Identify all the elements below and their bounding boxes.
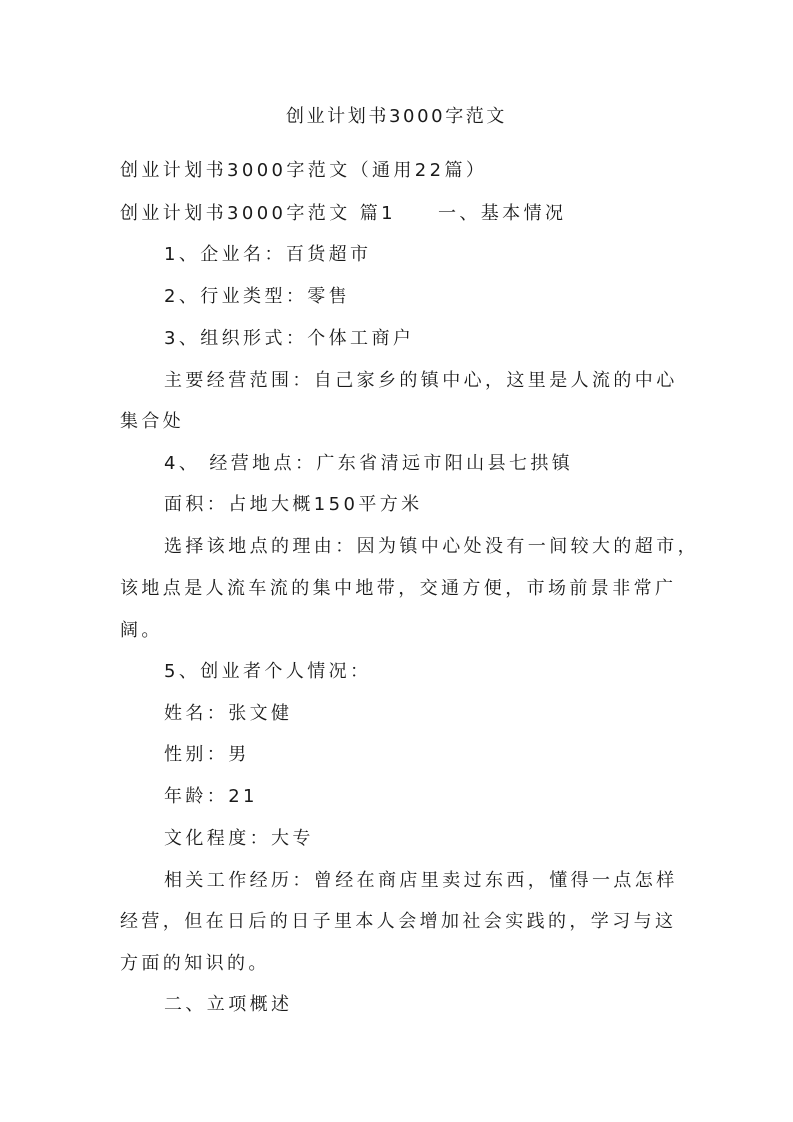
document-subtitle: 创业计划书3000字范文（通用22篇） [120,160,488,181]
page-title: 创业计划书3000字范文 [285,106,507,127]
item-company-name: 1、企业名：百货超市 [164,244,372,265]
founder-name: 姓名：张文健 [164,703,293,724]
item-org-form: 3、组织形式：个体工商户 [164,328,415,349]
founder-heading: 5、创业者个人情况： [164,661,372,682]
experience-paragraph-line-3: 方面的知识的。 [120,953,270,974]
founder-age: 年龄：21 [164,786,258,807]
founder-education: 文化程度：大专 [164,828,314,849]
experience-paragraph-line-2: 经营，但在日后的日子里本人会增加社会实践的，学习与这 [120,911,677,932]
item-location: 4、 经营地点：广东省清远市阳山县七拱镇 [164,453,574,474]
reason-paragraph-line-2: 该地点是人流车流的集中地带，交通方便，市场前景非常广 [120,578,677,599]
article-heading [120,202,566,226]
article-label: 创业计划书3000字范文 篇1 [120,203,396,224]
experience-paragraph-line-1: 相关工作经历：曾经在商店里卖过东西，懂得一点怎样 [164,870,678,891]
item-industry: 2、行业类型：零售 [164,286,351,307]
scope-paragraph-line-1: 主要经营范围：自己家乡的镇中心，这里是人流的中心 [164,370,678,391]
scope-paragraph-line-2: 集合处 [120,411,185,432]
founder-gender: 性别：男 [164,744,250,765]
reason-paragraph-line-3: 阔。 [120,620,163,641]
item-area: 面积：占地大概150平方米 [164,494,423,515]
section-heading-basic: 一、基本情况 [437,203,567,224]
section-heading-overview: 二、立项概述 [164,994,293,1015]
reason-paragraph-line-1: 选择该地点的理由：因为镇中心处没有一间较大的超市， [164,536,699,557]
